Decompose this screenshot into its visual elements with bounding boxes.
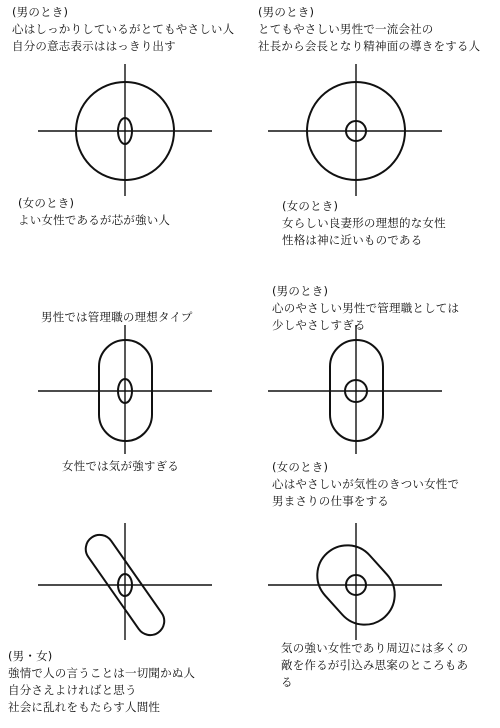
caption-line: 女らしい良妻形の理想的な女性 (282, 216, 446, 230)
caption-line: (女のとき) (272, 460, 329, 474)
panel-1-top-caption (12, 4, 234, 55)
caption-line: (男のとき) (258, 5, 315, 19)
panel-4-bottom-caption (272, 459, 459, 510)
panel-4-top-caption (272, 283, 459, 334)
caption-line: 女性では気が強すぎる (62, 459, 179, 473)
caption-line: 心はやさしいが気性のきつい女性で (272, 477, 460, 491)
caption-line: よい女性であるが芯が強い人 (18, 213, 171, 227)
caption-line: 敵を作るが引込み思案のところもあ (281, 658, 469, 672)
caption-line: 社会に乱れをもたらす人間性 (8, 700, 161, 714)
panel-5-bottom-caption (8, 648, 195, 716)
figure-4 (268, 325, 442, 454)
caption-line: 男性では管理職の理想タイプ (41, 310, 193, 324)
caption-line: 自分の意志表示ははっきり出す (12, 39, 176, 53)
figure-1 (38, 64, 212, 196)
caption-line: 心はしっかりしているがとてもやさしい人 (12, 22, 235, 36)
caption-line: (男のとき) (272, 284, 329, 298)
figure-3 (38, 325, 212, 454)
caption-line: 強情で人の言うことは一切聞かぬ人 (8, 666, 196, 680)
panel-2-top-caption (258, 4, 480, 55)
caption-line: 自分さえよければと思う (8, 683, 137, 697)
panel-3-bottom-caption (62, 458, 179, 475)
caption-line: とてもやさしい男性で一流会社の (258, 22, 434, 36)
caption-line: 心のやさしい男性で管理職としては (272, 301, 460, 315)
figure-2 (268, 64, 442, 196)
caption-line: 男まさりの仕事をする (272, 494, 389, 508)
panel-6-bottom-caption (281, 640, 468, 691)
caption-line: 少しやさしすぎる (272, 318, 366, 332)
figure-5 (38, 523, 212, 641)
caption-line: (女のとき) (18, 196, 75, 210)
figure-6 (268, 523, 442, 640)
caption-line: (男のとき) (12, 5, 69, 19)
caption-line: (女のとき) (282, 199, 339, 213)
caption-line: 性格は神に近いものである (282, 233, 423, 247)
caption-line: 社長から会長となり精神面の導きをする人 (258, 39, 481, 53)
caption-line: 気の強い女性であり周辺には多くの (281, 641, 469, 655)
caption-line: (男・女) (8, 649, 53, 663)
panel-2-bottom-caption (282, 198, 446, 249)
panel-1-bottom-caption (18, 195, 170, 229)
panel-3-top-caption (41, 309, 193, 326)
caption-line: る (281, 675, 293, 689)
